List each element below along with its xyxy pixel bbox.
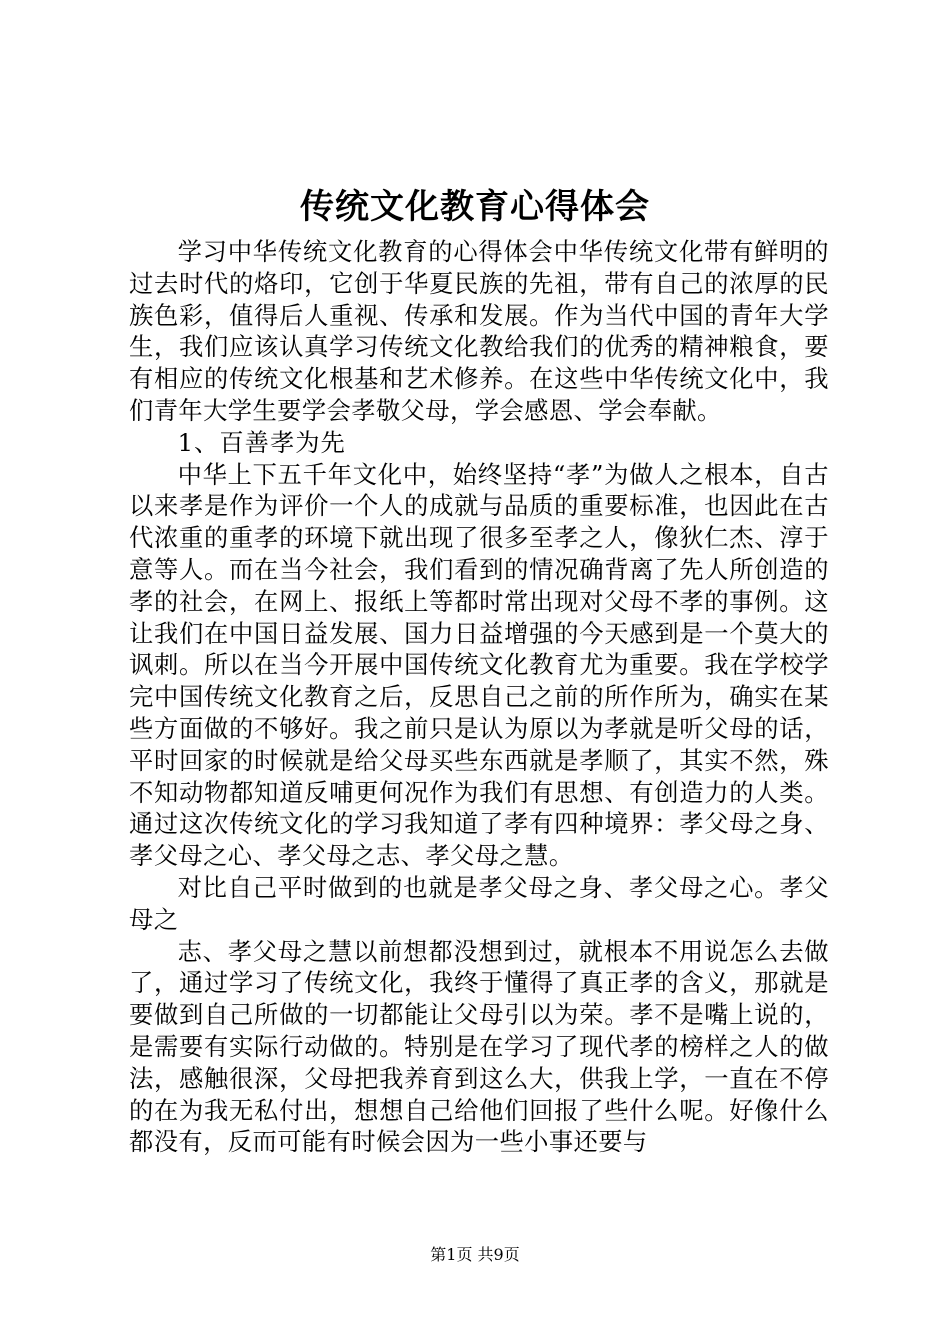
document-title: 传统文化教育心得体会 xyxy=(300,187,650,227)
paragraph-comparison: 对比自己平时做到的也就是孝父母之身、孝父母之心。孝父母之 xyxy=(129,872,829,934)
section-heading: 1、百善孝为先 xyxy=(177,427,346,457)
page-number-footer: 第1页 共9页 xyxy=(430,1245,520,1264)
paragraph-reflection: 志、孝父母之慧以前想都没想到过，就根本不用说怎么去做了，通过学习了传统文化，我终于懂得了真正孝的含义，那就是要做到自己所做的一切都能让父母引以为荣。孝不是嘴上说的，是需要有实际行动做的。特别是在学习了现代孝的榜样之人的做法，感触很深，父母把我养育到这么大，供我上学，一直在不停的在为我无私付出，想想自己给他们回报了些什么呢。好像什么都没有，反而可能有时候会因为一些小事还要与 xyxy=(129,936,829,1157)
document-body xyxy=(129,236,829,1158)
paragraph-filial-piety: 中华上下五千年文化中，始终坚持“孝”为做人之根本，自古以来孝是作为评价一个人的成就与品质的重要标准，也因此在古代浓重的重孝的环境下就出现了很多至孝之人，像狄仁杰、淳于意等人。而在当今社会，我们看到的情况确背离了先人所创造的孝的社会，在网上、报纸上等都时常出现对父母不孝的事例。这让我们在中国日益发展、国力日益增强的今天感到是一个莫大的讽刺。所以在当今开展中国传统文化教育尤为重要。我在学校学完中国传统文化教育之后，反思自己之前的所作所为，确实在某些方面做的不够好。我之前只是认为原以为孝就是听父母的话，平时回家的时候就是给父母买些东西就是孝顺了，其实不然，殊不知动物都知道反哺更何况作为我们有思想、有创造力的人类。通过这次传统文化的学习我知道了孝有四种境界：孝父母之身、孝父母之心、孝父母之志、孝父母之慧。 xyxy=(129,459,829,871)
paragraph-intro: 学习中华传统文化教育的心得体会中华传统文化带有鲜明的过去时代的烙印，它创于华夏民族的先祖，带有自己的浓厚的民族色彩，值得后人重视、传承和发展。作为当代中国的青年大学生，我们应该认真学习传统文化教给我们的优秀的精神粮食，要有相应的传统文化根基和艺术修养。在这些中华传统文化中，我们青年大学生要学会孝敬父母，学会感恩、学会奉献。 xyxy=(129,237,829,425)
